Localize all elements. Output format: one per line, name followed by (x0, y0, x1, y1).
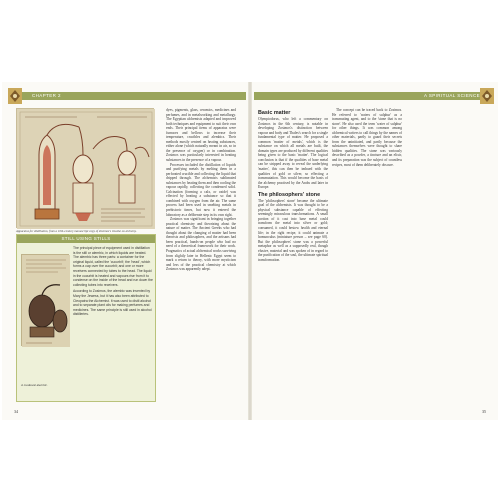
body-paragraph: The 'philosophers' stone' became the ultimate goal of the alchemists. It was thought to be a physical substance capable of effecting seemingly miraculous transformations. A small portion of it cast into base metal could transform the metal into silver or gold; consumed, it could bestow health and eternal life; in the right recipe, it could animate a homunculus (miniature person – see page 60). But the philosophers' stone was a powerful metaphor as well as a supposedly real, though elusive, material and was spoken of in regard to the purification of the soul, the ultimate spiritual transformation. (258, 198, 328, 262)
body-paragraph: Zosimos was significant in bringing together practical chemistry and theorizing about the nature of matter. The Ancient Greeks who had thought about the changing of matter had been theorists and philosophers, and the artisans had been practical, hands-on people who had no need of a theoretical framework for their work. Pragmatics of actual alchemical works surviving from slightly later in Hellenic Egypt seem to mark a return to theory, with more mysticism and less of the practical chemistry at which Zosimos was apparently adept. (166, 217, 236, 272)
body-paragraph: dyes, pigments, glass, ceramics, medicines and perfumes, and in metalworking and metallurgy. The Egyptian alchemists adapted and improved both techniques and equipment to suit their own ends. Their principal items of apparatus were furnaces and bellows to increase their temperature, crucibles and alembics. Their methods mostly centred on heating substances, either alone (which naturally meant in air, so in the presence of oxygen) or in combination. Zosimos was particularly interested in heating substances in the presence of a vapour. (166, 108, 236, 163)
page-number: 35 (482, 409, 486, 414)
body-paragraph: Olympiodorus, who left a commentary on Zosimos in the 6th century, is notable in developing Zosimos's distinction between vapour and body and Thales's search for a single fundamental type of matter. He proposed a common 'matter of metals', which is the substance on which all metals are built, the domain types are produced by different qualities being given to the basic 'matter'. The logical conclusion is that if the qualities of base metal can be stripped away to reveal the underlying 'matter', this can then be imbued with the qualities of gold or silver, so effecting a transmutation. This would become the basis of the alchemy practised by the Arabs and later in Europe. (258, 117, 328, 190)
box-body (21, 246, 153, 348)
body-paragraph: The concept can be traced back to Zosimos. He referred to 'waters of sulphur' as a transmuting agent, and to the 'stone that is no stone'. He also used the term 'water of sulphur' for other things. It was common among alchemical writers to call things by the names of other materials, partly to guard their secrets from the uninitiated, and partly because the substances themselves were thought to share hidden qualities. The stone was variously described as a powder, a tincture and an elixir, and its preparation was the subject of countless recipes, most of them deliberately obscure. (332, 108, 402, 167)
box-image-caption: A medieval alembic. (21, 383, 48, 387)
ornament-icon (480, 88, 494, 104)
box-title: STILL USING STILLS (17, 235, 155, 243)
ornament-icon (8, 88, 22, 104)
box-paragraph: The principal piece of equipment used in distillation is the still or alembic, in which liquids are heated. The alembic has three parts: a container for the original liquid, called the 'cucurbit'; the 'head', which forms a cap over the cucurbit; and one or more receivers connected by tubes to the head. The liquid in the cucurbit is heated and vapours rise from it to condense on the inside of the head and run down the collecting tubes into receivers. (73, 246, 153, 287)
subheading-basic-matter: Basic matter (258, 110, 291, 116)
section-header: A SPIRITUAL SCIENCE (424, 93, 480, 98)
left-body-column (166, 108, 236, 272)
sidebar-box-still-using-stills (16, 234, 156, 402)
left-page (2, 82, 250, 420)
page-number: 34 (14, 409, 18, 414)
box-paragraph: According to Zosimos, the alembic was invented by Mary the Jewess, but it has also been attributed to Cleopatra the Alchemist. It was used to distil alcohol and to separate plant oils for making perfumes and medicines. The same principle is still used in alcohol distilleries. (73, 289, 152, 317)
book-spread (2, 82, 498, 420)
distillation-manuscript-illustration (16, 108, 154, 228)
subheading-philosophers-stone: The philosophers' stone (258, 191, 321, 198)
right-page (250, 82, 498, 420)
right-body-column-2 (332, 108, 402, 167)
right-body-column-1 (258, 108, 328, 262)
body-paragraph: Processes included the distillation of liquids and purifying metals by melting them in a perforated crucible and collecting the liquid that dripped through. The alchemists sublimated substances by heating them and then cooling the vapour rapidly, collecting the condensed solid. Calcination (forming a calx, or oxide) was effected by heating a substance so that it combined with oxygen from the air. The same process had been used in smelting metals in prehistoric times, but now it entered the laboratory as a deliberate step in its own right. (166, 162, 236, 217)
chapter-header: CHAPTER 2 (32, 93, 61, 98)
illustration-caption: Apparatus for distillation, from a 10th-century manuscript copy of Zosimos's treatise on alchemy. (16, 229, 137, 233)
medieval-alembic-image (21, 254, 69, 346)
